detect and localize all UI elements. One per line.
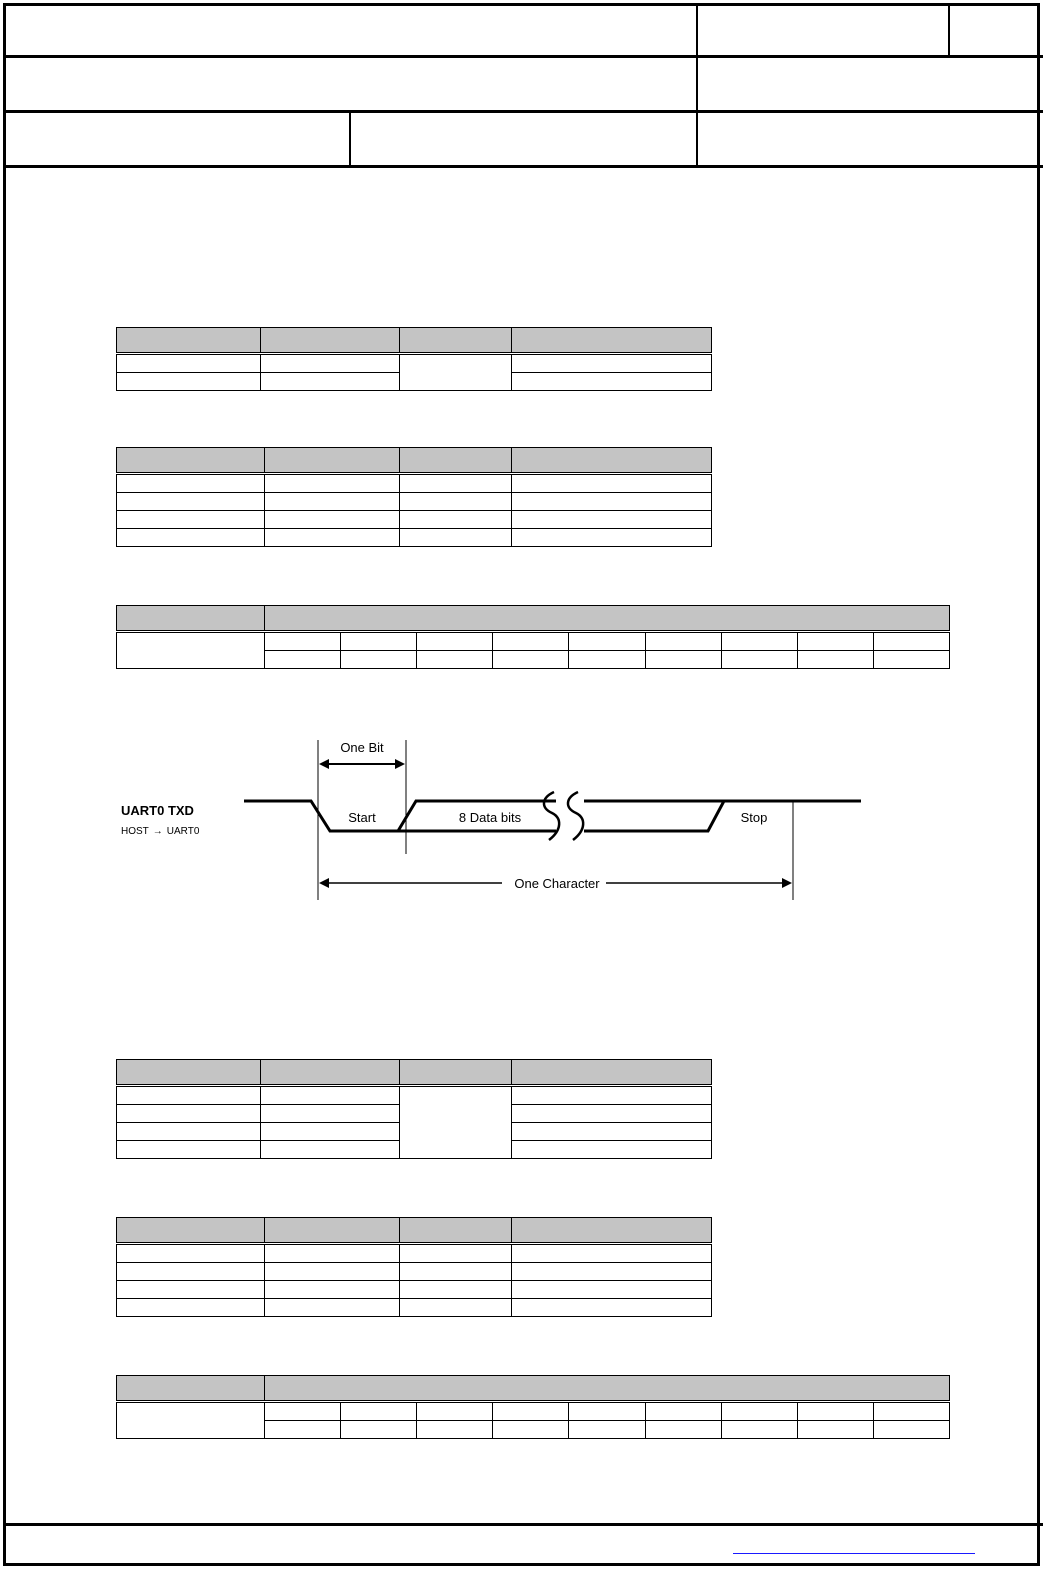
break-mark-left — [544, 792, 559, 840]
label-one-character: One Character — [514, 876, 600, 891]
table-header-row — [117, 606, 950, 632]
header-divider-1 — [3, 55, 1043, 58]
table-header-row — [117, 1060, 712, 1086]
one-character-arrow-left-icon — [319, 878, 329, 888]
break-mark-right — [568, 792, 583, 840]
table-row — [117, 1263, 712, 1281]
spec-table-3 — [116, 605, 950, 669]
direction-arrow-icon: → — [152, 826, 163, 837]
table-row — [117, 1086, 712, 1105]
label-stop: Stop — [740, 810, 768, 825]
table-row — [117, 1402, 950, 1421]
header-divider-2 — [3, 110, 1043, 113]
spec-table-5 — [116, 1217, 712, 1317]
table-row — [117, 529, 712, 547]
waveform-data-tail — [584, 801, 724, 831]
header-vdivider-page — [948, 3, 950, 57]
footer-divider — [3, 1523, 1043, 1526]
label-one-bit: One Bit — [340, 740, 384, 755]
table-row — [117, 1281, 712, 1299]
table-header-row — [117, 1218, 712, 1244]
signal-direction — [121, 826, 200, 837]
spec-table-1 — [116, 327, 712, 391]
header-vdivider-main — [696, 3, 698, 167]
spec-table-6 — [116, 1375, 950, 1439]
spec-table-4 — [116, 1059, 712, 1159]
direction-from: HOST — [121, 826, 149, 837]
label-data-bits: 8 Data bits — [458, 810, 522, 825]
signal-name: UART0 TXD — [121, 803, 194, 818]
table-row — [117, 1299, 712, 1317]
waveform-idle-start — [244, 801, 408, 831]
table-header-row — [117, 448, 712, 474]
footer-link-underline[interactable] — [733, 1553, 975, 1554]
table-row — [117, 354, 712, 373]
one-bit-arrow-left-icon — [319, 759, 329, 769]
table-row — [117, 493, 712, 511]
one-bit-arrow-right-icon — [395, 759, 405, 769]
table-row — [117, 511, 712, 529]
uart-timing-diagram — [116, 730, 876, 915]
spec-table-2 — [116, 447, 712, 547]
one-character-arrow-right-icon — [782, 878, 792, 888]
table-header-row — [117, 1376, 950, 1402]
table-row — [117, 632, 950, 651]
table-row — [117, 474, 712, 493]
table-header-row — [117, 328, 712, 354]
table-row — [117, 1244, 712, 1263]
direction-to: UART0 — [166, 826, 200, 837]
header-vdivider-row3 — [349, 110, 351, 167]
label-start: Start — [348, 810, 376, 825]
header-divider-3 — [3, 165, 1043, 168]
